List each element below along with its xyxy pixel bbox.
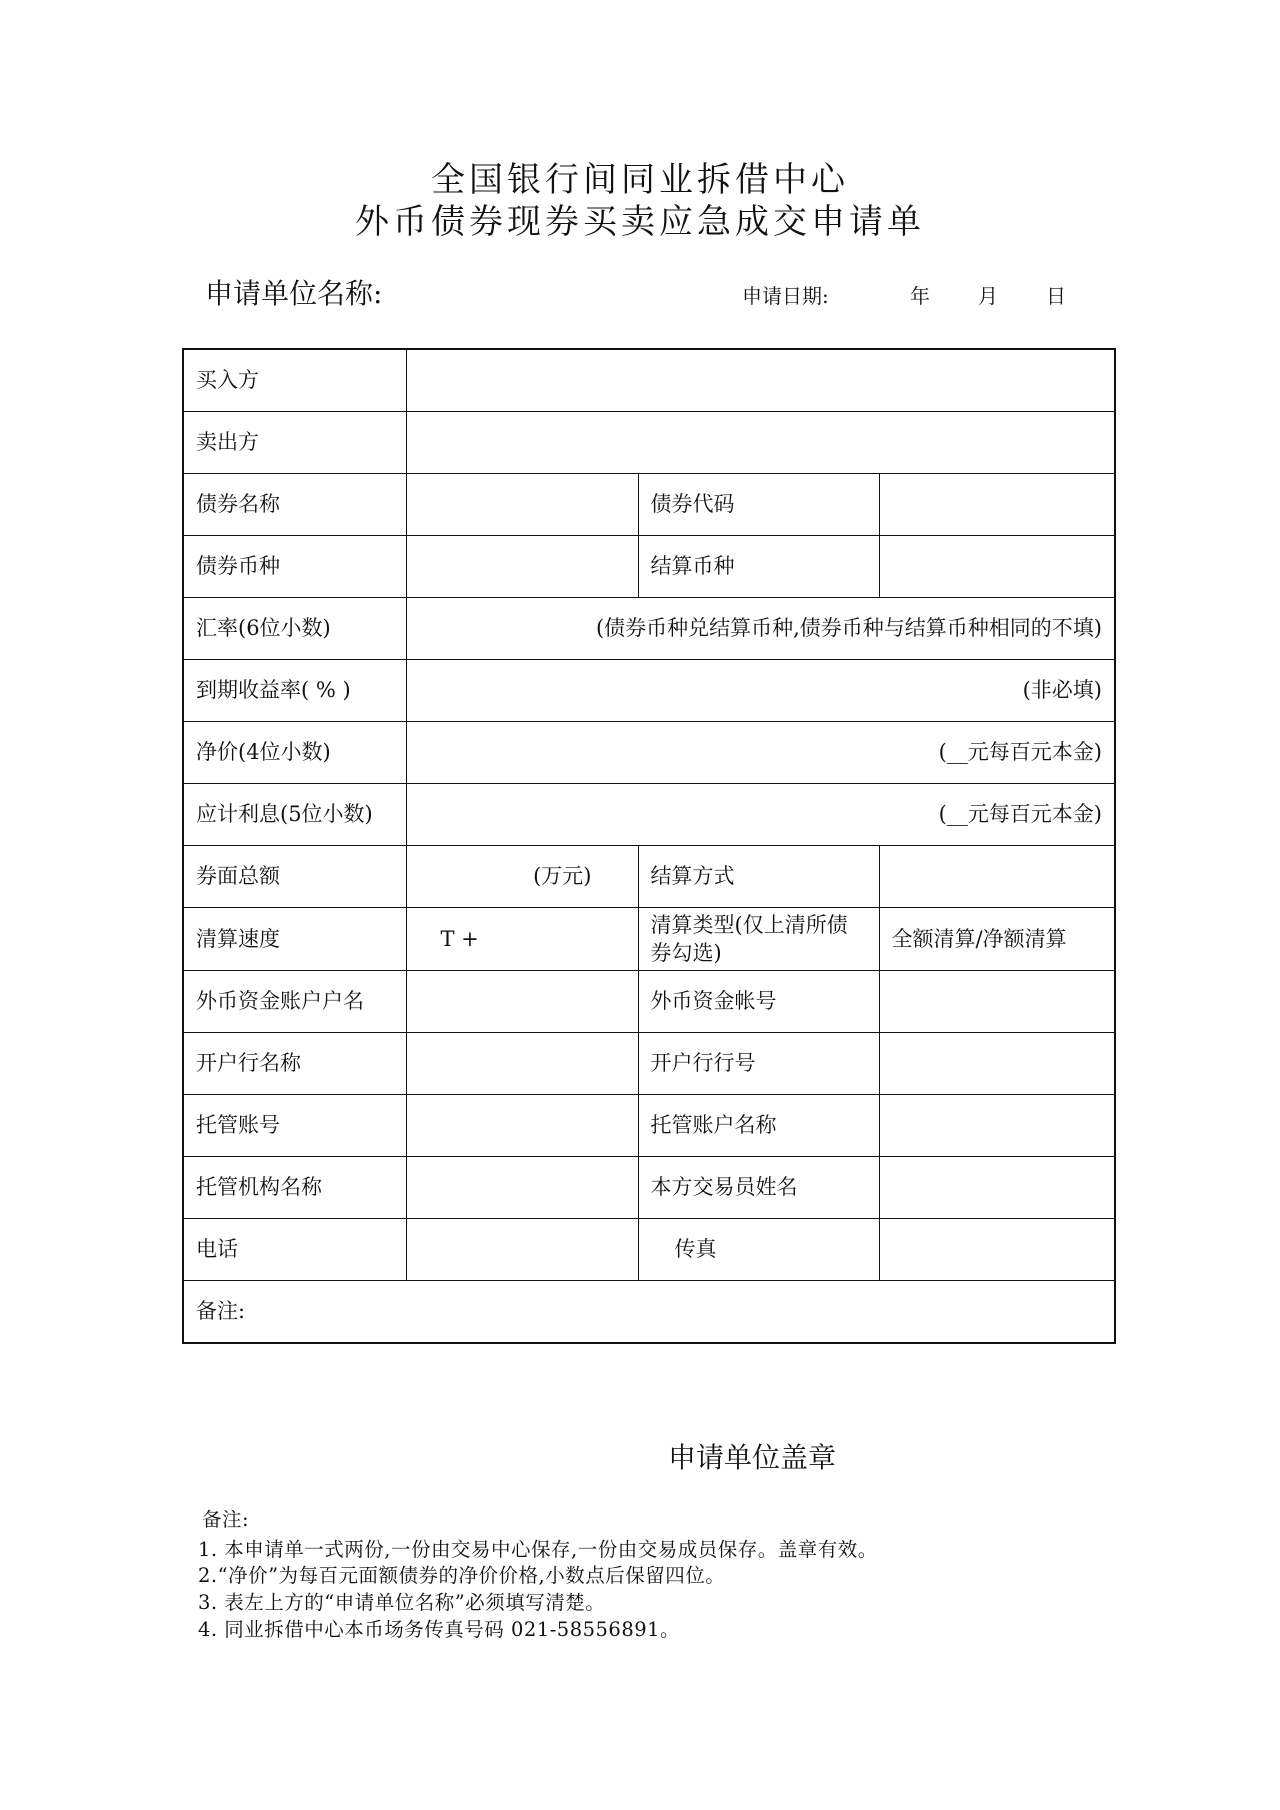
row-fx-account: [183, 971, 1115, 1033]
fx-account-name-label: 外币资金账户户名: [183, 971, 406, 1033]
row-remark: [183, 1281, 1115, 1344]
ytm-field[interactable]: (非必填): [406, 660, 1115, 722]
application-date-label: 申请日期:: [742, 284, 829, 308]
trader-name-field[interactable]: [879, 1157, 1115, 1219]
bond-currency-label: 债券币种: [183, 536, 406, 598]
face-total-field[interactable]: (万元): [406, 846, 638, 908]
remark-field[interactable]: 备注:: [183, 1281, 1115, 1344]
custody-account-name-label: 托管账户名称: [638, 1095, 879, 1157]
note-item: 1. 本申请单一式两份,一份由交易中心保存,一份由交易成员保存。盖章有效。: [198, 1538, 878, 1561]
row-ytm: [183, 660, 1115, 722]
seller-label: 卖出方: [183, 412, 406, 474]
row-accrued-interest: [183, 784, 1115, 846]
fx-account-no-field[interactable]: [879, 971, 1115, 1033]
row-seller: [183, 412, 1115, 474]
clearing-speed-label: 清算速度: [183, 908, 406, 971]
row-buyer: [183, 349, 1115, 412]
settle-method-label: 结算方式: [638, 846, 879, 908]
bank-name-field[interactable]: [406, 1033, 638, 1095]
bond-name-label: 债券名称: [183, 474, 406, 536]
form-title-line1: 全国银行间同业拆借中心: [431, 160, 849, 200]
date-day-label: 日: [1046, 284, 1066, 308]
clearing-type-field[interactable]: 全额清算/净额清算: [879, 908, 1115, 971]
buyer-label: 买入方: [183, 349, 406, 412]
settle-currency-label: 结算币种: [638, 536, 879, 598]
notes-title: 备注:: [202, 1508, 250, 1531]
fax-label: 传真: [638, 1219, 879, 1281]
row-clean-price: [183, 722, 1115, 784]
bond-name-field[interactable]: [406, 474, 638, 536]
note-item: 3. 表左上方的“申请单位名称”必须填写清楚。: [198, 1591, 606, 1614]
bank-no-field[interactable]: [879, 1033, 1115, 1095]
row-custodian: [183, 1157, 1115, 1219]
accrued-interest-field[interactable]: (__元每百元本金): [406, 784, 1115, 846]
row-custody-account: [183, 1095, 1115, 1157]
phone-field[interactable]: [406, 1219, 638, 1281]
custody-account-label: 托管账号: [183, 1095, 406, 1157]
row-clearing: [183, 908, 1115, 971]
fx-account-name-field[interactable]: [406, 971, 638, 1033]
custody-account-name-field[interactable]: [879, 1095, 1115, 1157]
accrued-interest-label: 应计利息(5位小数): [183, 784, 406, 846]
fax-field[interactable]: [879, 1219, 1115, 1281]
seller-field[interactable]: [406, 412, 1115, 474]
settle-method-field[interactable]: [879, 846, 1115, 908]
fx-rate-label: 汇率(6位小数): [183, 598, 406, 660]
note-item: 2.“净价”为每百元面额债券的净价价格,小数点后保留四位。: [198, 1564, 726, 1587]
clean-price-label: 净价(4位小数): [183, 722, 406, 784]
trader-name-label: 本方交易员姓名: [638, 1157, 879, 1219]
row-bank: [183, 1033, 1115, 1095]
settle-currency-field[interactable]: [879, 536, 1115, 598]
custody-account-field[interactable]: [406, 1095, 638, 1157]
bond-code-field[interactable]: [879, 474, 1115, 536]
clearing-speed-field[interactable]: T +: [406, 908, 638, 971]
bank-no-label: 开户行行号: [638, 1033, 879, 1095]
custodian-name-label: 托管机构名称: [183, 1157, 406, 1219]
row-bond: [183, 474, 1115, 536]
row-face-total: [183, 846, 1115, 908]
fx-account-no-label: 外币资金帐号: [638, 971, 879, 1033]
application-form-table: [182, 348, 1116, 1344]
bank-name-label: 开户行名称: [183, 1033, 406, 1095]
fx-rate-field[interactable]: (债券币种兑结算币种,债券币种与结算币种相同的不填): [406, 598, 1115, 660]
clearing-type-label: 清算类型(仅上清所债券勾选): [638, 908, 879, 971]
buyer-field[interactable]: [406, 349, 1115, 412]
ytm-label: 到期收益率( % ): [183, 660, 406, 722]
custodian-name-field[interactable]: [406, 1157, 638, 1219]
applicant-seal-label: 申请单位盖章: [668, 1441, 837, 1474]
form-title-line2: 外币债券现券买卖应急成交申请单: [355, 202, 925, 242]
face-total-label: 券面总额: [183, 846, 406, 908]
applicant-name-label: 申请单位名称:: [205, 277, 383, 310]
bond-currency-field[interactable]: [406, 536, 638, 598]
date-year-label: 年: [910, 284, 930, 308]
row-contact: [183, 1219, 1115, 1281]
bond-code-label: 债券代码: [638, 474, 879, 536]
date-month-label: 月: [978, 284, 998, 308]
row-fx-rate: [183, 598, 1115, 660]
row-currency: [183, 536, 1115, 598]
note-item: 4. 同业拆借中心本币场务传真号码 021-58556891。: [198, 1618, 681, 1641]
clean-price-field[interactable]: (__元每百元本金): [406, 722, 1115, 784]
phone-label: 电话: [183, 1219, 406, 1281]
